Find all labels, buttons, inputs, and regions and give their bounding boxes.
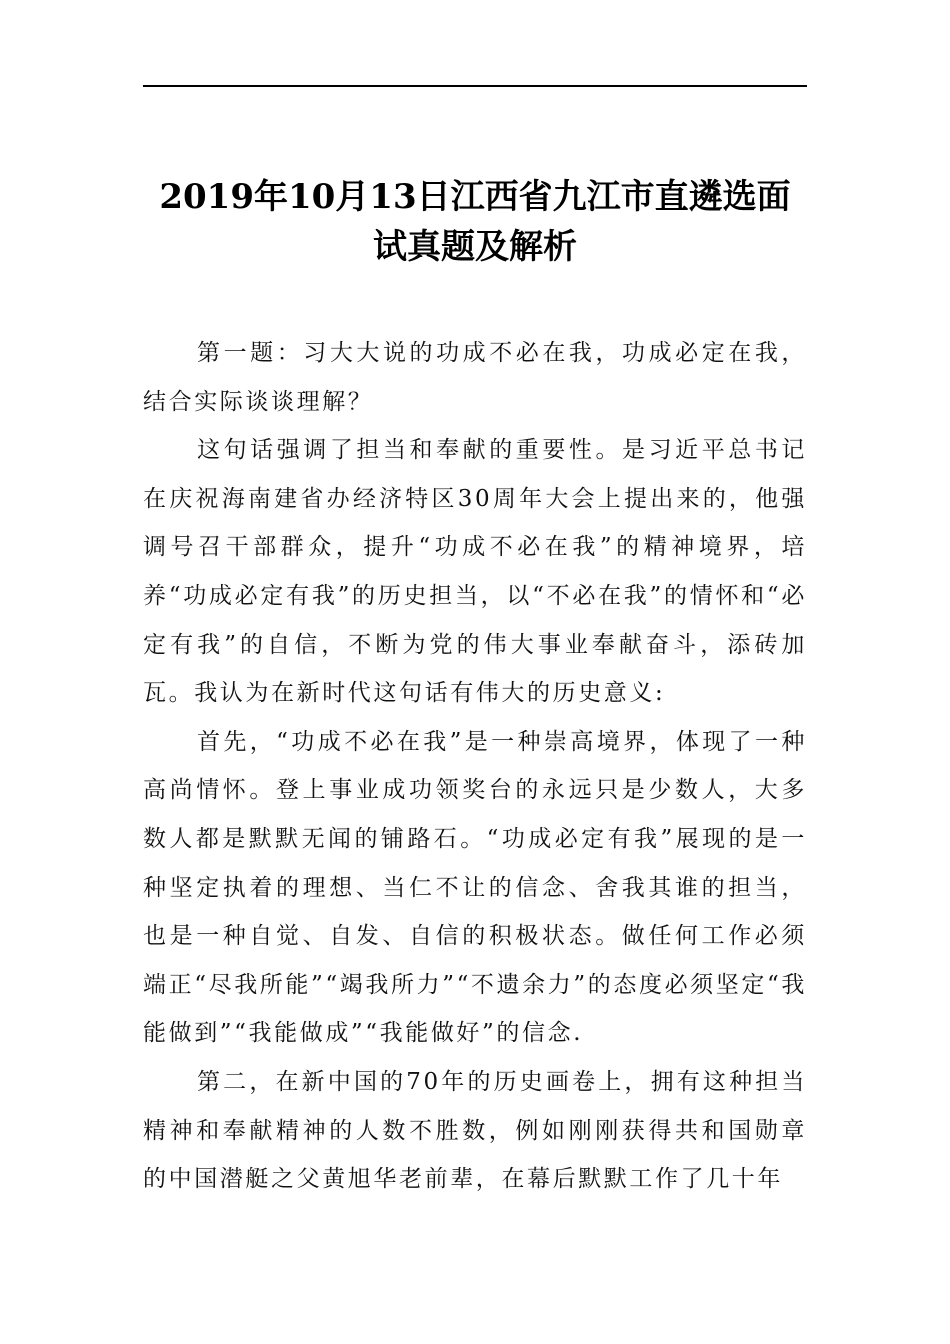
document-body [143,329,807,1204]
paragraph-question: 第一题：习大大说的功成不必在我，功成必定在我，结合实际谈谈理解？ [143,340,807,415]
paragraph-first-point: 首先，“功成不必在我”是一种崇高境界，体现了一种高尚情怀。登上事业成功领奖台的永远只是少数人，大多数人都是默默无闻的铺路石。“功成必定有我”展现的是一种坚定执着的理想、当仁不让的信念、舍我其谁的担当，也是一种自觉、自发、自信的积极状态。做任何工作必须端正“尽我所能”“竭我所力”“不遗余力”的态度必须坚定“我能做到”“我能做成”“我能做好”的信念. [143,728,807,1047]
document-title: 2019年10月13日江西省九江市直遴选面试真题及解析 [159,177,791,267]
header-rule [143,85,807,87]
paragraph-second-point: 第二，在新中国的70年的历史画卷上，拥有这种担当精神和奉献精神的人数不胜数，例如刚刚获得共和国勋章的中国潜艇之父黄旭华老前辈，在幕后默默工作了几十年 [143,1068,807,1193]
paragraph-intro: 这句话强调了担当和奉献的重要性。是习近平总书记在庆祝海南建省办经济特区30周年大会上提出来的，他强调号召干部群众，提升“功成不必在我”的精神境界，培养“功成必定有我”的历史担当，以“不必在我”的情怀和“必定有我”的自信，不断为党的伟大事业奉献奋斗，添砖加瓦。我认为在新时代这句话有伟大的历史意义: [143,437,807,707]
